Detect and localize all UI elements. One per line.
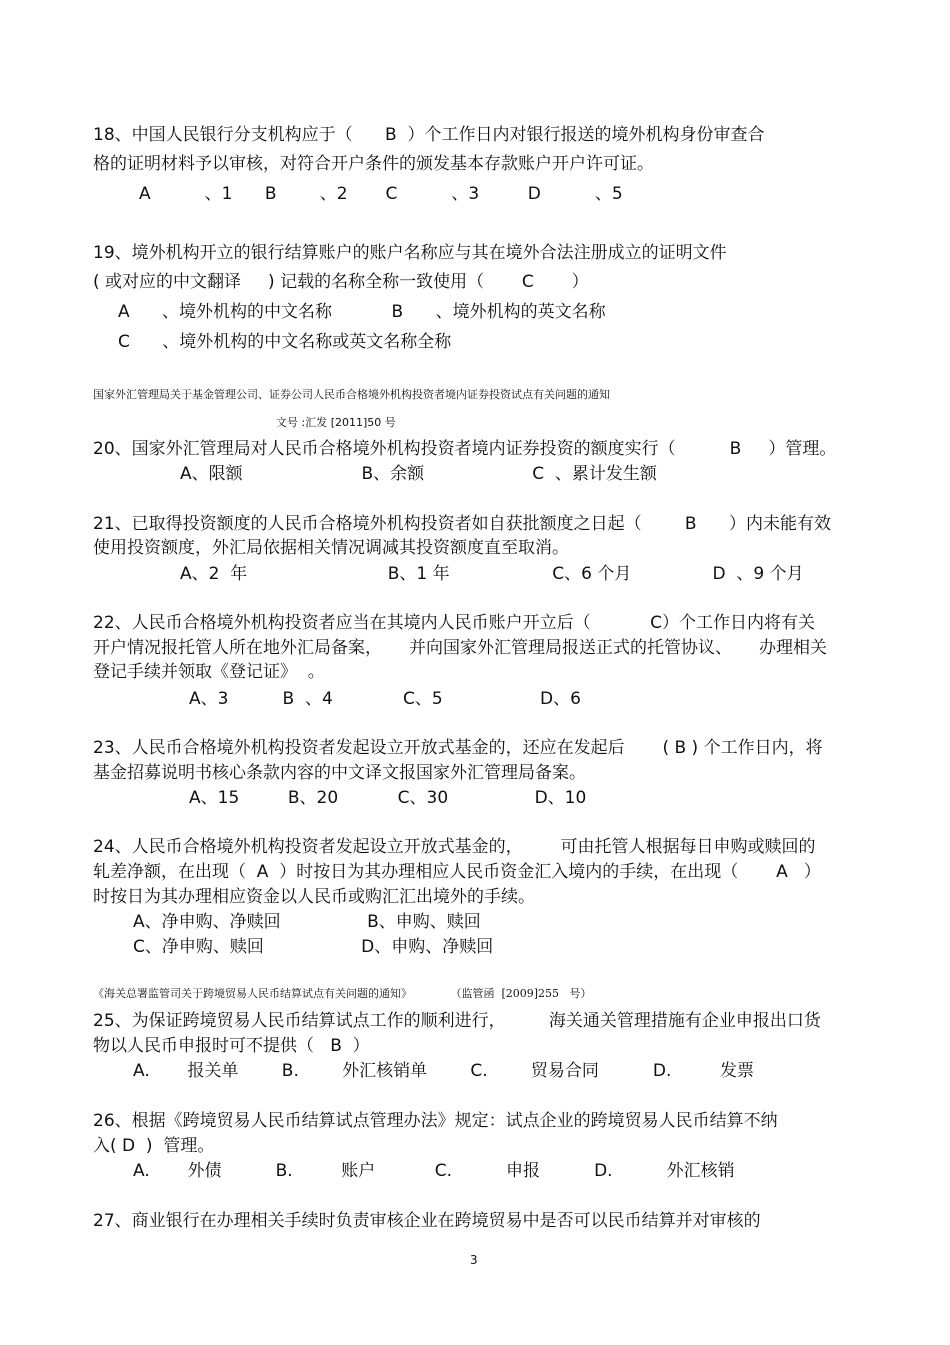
question-24-line-2: 轧差净额，在出现（ A ）时按日为其办理相应人民币资金汇入境内的手续，在出现（ A ） xyxy=(93,862,821,882)
question-22-line-1: 22、人民币合格境外机构投资者应当在其境内人民币账户开立后（ C）个工作日内将有关 xyxy=(93,613,815,633)
notice-heading-1: 国家外汇管理局关于基金管理公司、证券公司人民币合格境外机构投资者境内证券投资试点有关问题的通知 xyxy=(93,388,610,401)
question-19-options-2: C 、境外机构的中文名称或英文名称全称 xyxy=(118,332,452,352)
question-24-line-1: 24、人民币合格境外机构投资者发起设立开放式基金的， 可由托管人根据每日申购或赎回的 xyxy=(93,837,816,857)
question-22-options: A、3 B 、4 C、5 D、6 xyxy=(189,689,581,709)
question-19-options-1: A 、境外机构的中文名称 B 、境外机构的英文名称 xyxy=(118,302,606,322)
question-18-options: A 、1 B 、2 C 、3 D 、5 xyxy=(139,184,623,204)
question-21-line-2: 使用投资额度，外汇局依据相关情况调减其投资额度直至取消。 xyxy=(93,538,569,558)
question-25-line-2: 物以人民币申报时可不提供（ B ） xyxy=(93,1036,370,1056)
question-21-options: A、2 年 B、1 年 C、6 个月 D 、9 个月 xyxy=(180,564,804,584)
question-21-line-1: 21、已取得投资额度的人民币合格境外机构投资者如自获批额度之日起（ B ）内未能有效 xyxy=(93,514,831,534)
question-18-line-2: 格的证明材料予以审核，对符合开户条件的颁发基本存款账户开户许可证。 xyxy=(93,154,654,174)
notice-reference-1: 文号 :汇发 [2011]50 号 xyxy=(276,416,396,429)
question-19-line-1: 19、境外机构开立的银行结算账户的账户名称应与其在境外合法注册成立的证明文件 xyxy=(93,243,727,263)
question-24-line-3: 时按日为其办理相应资金以人民币或购汇汇出境外的手续。 xyxy=(93,887,535,907)
question-24-options-1: A、净申购、净赎回 B、申购、赎回 xyxy=(133,912,481,932)
question-19-line-2: ( 或对应的中文翻译 ) 记载的名称全称一致使用（ C ） xyxy=(93,272,589,292)
question-23-line-2: 基金招募说明书核心条款内容的中文译文报国家外汇管理局备案。 xyxy=(93,763,586,783)
question-25-line-1: 25、为保证跨境贸易人民币结算试点工作的顺利进行， 海关通关管理措施有企业申报出口货 xyxy=(93,1011,821,1031)
question-27-line-1: 27、商业银行在办理相关手续时负责审核企业在跨境贸易中是否可以民币结算并对审核的 xyxy=(93,1211,761,1231)
question-24-options-2: C、净申购、赎回 D、申购、净赎回 xyxy=(133,937,494,957)
question-20-line-1: 20、国家外汇管理局对人民币合格境外机构投资者境内证券投资的额度实行（ B ）管理。 xyxy=(93,439,837,459)
question-26-line-1: 26、根据《跨境贸易人民币结算试点管理办法》规定：试点企业的跨境贸易人民币结算不纳 xyxy=(93,1111,778,1131)
question-26-options: A. 外债 B. 账户 C. 申报 D. 外汇核销 xyxy=(133,1161,735,1181)
question-26-line-2: 入( D ) 管理。 xyxy=(93,1136,215,1156)
question-22-line-2: 开户情况报托管人所在地外汇局备案， 并向国家外汇管理局报送正式的托管协议、 办理相关 xyxy=(93,638,828,658)
question-25-options: A. 报关单 B. 外汇核销单 C. 贸易合同 D. 发票 xyxy=(133,1061,754,1081)
notice-heading-2: 《海关总署监管司关于跨境贸易人民币结算试点有关问题的通知》 （监管函 [2009]255 号） xyxy=(93,987,592,1000)
question-20-options: A、限额 B、余额 C 、累计发生额 xyxy=(180,464,657,484)
page-number: 3 xyxy=(470,1253,478,1267)
question-22-line-3: 登记手续并领取《登记证》 。 xyxy=(93,662,325,682)
question-23-options: A、15 B、20 C、30 D、10 xyxy=(189,788,587,808)
question-18-line-1: 18、中国人民银行分支机构应于（ B ）个工作日内对银行报送的境外机构身份审查合 xyxy=(93,125,765,145)
question-23-line-1: 23、人民币合格境外机构投资者发起设立开放式基金的，还应在发起后 ( B ) 个工作日内，将 xyxy=(93,738,823,758)
